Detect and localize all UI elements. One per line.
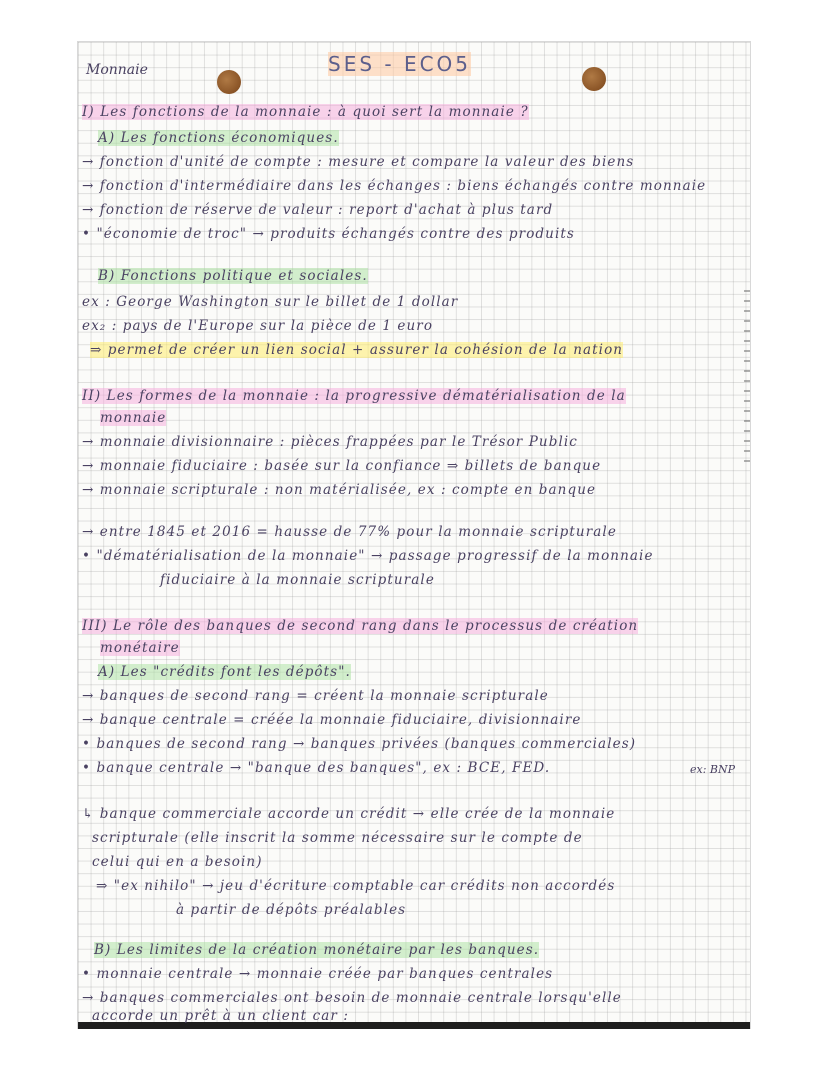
note-line: → fonction de réserve de valeur : report d'achat à plus tard xyxy=(82,202,554,218)
note-line: fiduciaire à la monnaie scripturale xyxy=(160,572,435,588)
note-line: à partir de dépôts préalables xyxy=(176,902,407,918)
note-line: accorde un prêt à un client car : xyxy=(92,1008,349,1024)
note-line: → fonction d'unité de compte : mesure et compare la valeur des biens xyxy=(82,154,635,170)
section-heading-cont: monétaire xyxy=(100,640,180,656)
note-line: ex : George Washington sur le billet de 1 dollar xyxy=(82,294,459,310)
note-line: → banques de second rang = créent la monnaie scripturale xyxy=(82,688,549,704)
note-line: scripturale (elle inscrit la somme nécessaire sur le compte de xyxy=(92,830,583,846)
note-line: ⇒ "ex nihilo" → jeu d'écriture comptable car crédits non accordés xyxy=(96,878,616,894)
section-heading: I) Les fonctions de la monnaie : à quoi sert la monnaie ? xyxy=(82,104,529,120)
note-line: • monnaie centrale → monnaie créée par banques centrales xyxy=(82,966,554,982)
note-line: → monnaie fiduciaire : basée sur la confiance ⇒ billets de banque xyxy=(82,458,602,474)
subsection-heading: B) Les limites de la création monétaire par les banques. xyxy=(94,942,540,958)
note-line: • "économie de troc" → produits échangés contre des produits xyxy=(82,226,575,242)
binder-hole-left xyxy=(217,70,241,94)
note-line: → banques commerciales ont besoin de monnaie centrale lorsqu'elle xyxy=(82,990,622,1006)
note-line: • "dématérialisation de la monnaie" → passage progressif de la monnaie xyxy=(82,548,654,564)
page-subject: Monnaie xyxy=(86,62,148,78)
subsection-heading: A) Les fonctions économiques. xyxy=(98,130,339,146)
subsection-heading: A) Les "crédits font les dépôts". xyxy=(98,664,351,680)
note-line: ⇒ permet de créer un lien social + assurer la cohésion de la nation xyxy=(90,342,624,358)
margin-note: ex: BNP xyxy=(690,763,736,776)
note-line: • banques de second rang → banques privées (banques commerciales) xyxy=(82,736,637,752)
binder-hole-right xyxy=(582,67,606,91)
section-heading: III) Le rôle des banques de second rang dans le processus de création xyxy=(82,618,639,634)
note-line: → monnaie scripturale : non matérialisée, ex : compte en banque xyxy=(82,482,597,498)
note-line: celui qui en a besoin) xyxy=(92,854,263,870)
note-line: ex₂ : pays de l'Europe sur la pièce de 1 euro xyxy=(82,318,434,334)
page-title: SES - ECO5 xyxy=(328,52,472,76)
perforation-edge xyxy=(744,290,750,470)
note-line: → fonction d'intermédiaire dans les échanges : biens échangés contre monnaie xyxy=(82,178,707,194)
section-heading: II) Les formes de la monnaie : la progressive dématérialisation de la xyxy=(82,388,626,404)
note-line: → banque centrale = créée la monnaie fiduciaire, divisionnaire xyxy=(82,712,582,728)
note-line: → entre 1845 et 2016 = hausse de 77% pour la monnaie scripturale xyxy=(82,524,617,540)
section-heading-cont: monnaie xyxy=(100,410,167,426)
note-line: • banque centrale → "banque des banques", ex : BCE, FED. xyxy=(82,760,551,776)
subsection-heading: B) Fonctions politique et sociales. xyxy=(98,268,368,284)
note-line: ↳ banque commerciale accorde un crédit → elle crée de la monnaie xyxy=(82,806,616,822)
note-line: → monnaie divisionnaire : pièces frappées par le Trésor Public xyxy=(82,434,578,450)
